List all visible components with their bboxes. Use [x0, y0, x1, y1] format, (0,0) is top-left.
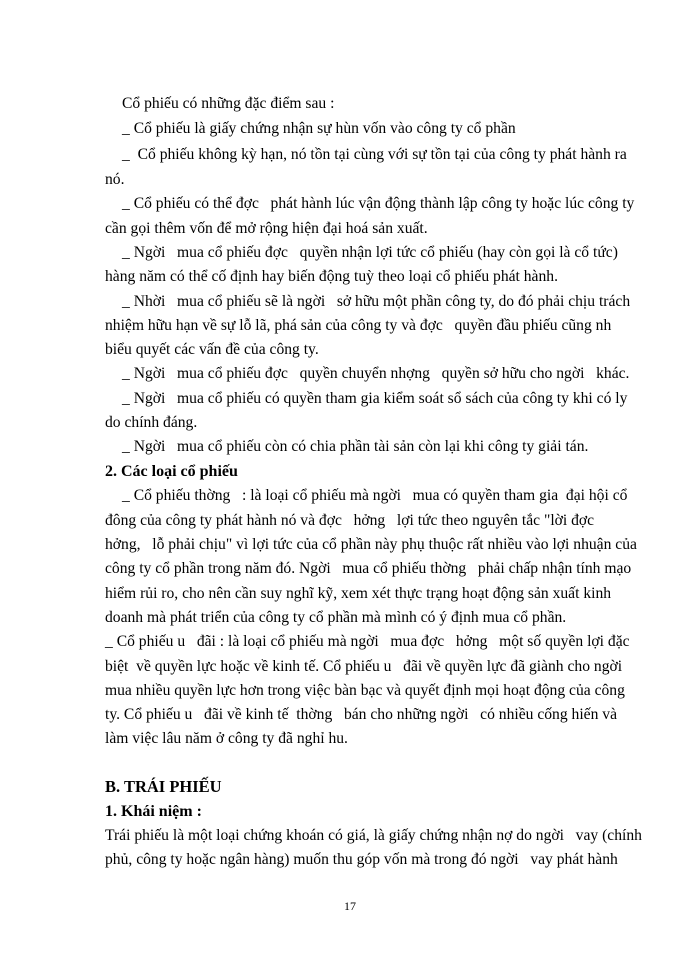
- text-line: hởng, lỗ phải chịu" vì lợi tức của cổ phần này phụ thuộc rất nhiều vào lợi nhuận của: [105, 536, 637, 553]
- text-line: biểu quyết các vấn đề của công ty.: [105, 341, 319, 358]
- text-line: hàng năm có thể cố định hay biến động tuỳ theo loại cổ phiếu phát hành.: [105, 268, 558, 285]
- intro-line: Cổ phiếu có những đặc điểm sau :: [122, 95, 335, 112]
- section-heading: 2. Các loại cổ phiếu: [105, 463, 238, 480]
- text-line: nó.: [105, 171, 125, 188]
- text-line: đông của công ty phát hành nó và đợc hởng lợi tức theo nguyên tắc "lời đợc: [105, 512, 595, 529]
- text-line: cần gọi thêm vốn để mở rộng hiện đại hoá sản xuất.: [105, 220, 428, 237]
- chapter-heading: B. TRÁI PHIẾU: [105, 777, 222, 796]
- text-line: _ Ngời mua cổ phiếu có quyền tham gia kiểm soát sổ sách của công ty khi có ly: [122, 390, 628, 407]
- text-line: _ Ngời mua cổ phiếu còn có chia phần tài sản còn lại khi công ty giải tán.: [122, 438, 589, 455]
- text-line: ty. Cổ phiếu u đãi về kinh tế thờng bán cho những ngời có nhiều cống hiến và: [105, 706, 618, 723]
- text-line: _ Cổ phiếu u đãi : là loại cổ phiếu mà ngời mua đợc hởng một số quyền lợi đặc: [105, 633, 630, 650]
- text-line: do chính đáng.: [105, 414, 198, 431]
- text-line: _ Cổ phiếu không kỳ hạn, nó tồn tại cùng với sự tồn tại của công ty phát hành ra: [122, 146, 627, 163]
- text-line: phủ, công ty hoặc ngân hàng) muốn thu góp vốn mà trong đó ngời vay phát hành: [105, 851, 618, 868]
- text-line: _ Cổ phiếu là giấy chứng nhận sự hùn vốn vào công ty cổ phần: [122, 120, 516, 137]
- text-line: _ Nhời mua cổ phiếu sẽ là ngời sở hữu một phần công ty, do đó phải chịu trách: [122, 293, 631, 310]
- section-heading: 1. Khái niệm :: [105, 803, 202, 820]
- text-line: nhiệm hữu hạn về sự lỗ lã, phá sản của công ty và đợc quyền đầu phiếu cũng nh: [105, 317, 612, 334]
- text-line: _ Cổ phiếu thờng : là loại cổ phiếu mà ngời mua có quyền tham gia đại hội cổ: [122, 487, 628, 504]
- text-line: biệt về quyền lực hoặc về kinh tế. Cổ phiếu u đãi về quyền lực đã giành cho ngời: [105, 658, 623, 675]
- text-line: doanh mà phát triển của công ty cổ phần mà mình có ý định mua cổ phần.: [105, 609, 567, 626]
- text-line: công ty cổ phần trong năm đó. Ngời mua cổ phiếu thờng phải chấp nhận tính mạo: [105, 560, 632, 577]
- text-line: _ Ngời mua cổ phiếu đợc quyền nhận lợi tức cổ phiếu (hay còn gọi là cổ tức): [122, 244, 618, 261]
- text-line: _ Cổ phiếu có thể đợc phát hành lúc vận động thành lập công ty hoặc lúc công ty: [122, 195, 635, 212]
- text-line: _ Ngời mua cổ phiếu đợc quyền chuyển nhợng quyền sở hữu cho ngời khác.: [122, 365, 630, 382]
- text-line: mua nhiều quyền lực hơn trong việc bàn bạc và quyết định mọi hoạt động của công: [105, 682, 625, 699]
- text-line: làm việc lâu năm ở công ty đã nghỉ hu.: [105, 730, 348, 747]
- page-number: 17: [344, 899, 356, 913]
- text-line: Trái phiếu là một loại chứng khoán có giá, là giấy chứng nhận nợ do ngời vay (chính: [105, 827, 642, 844]
- text-line: hiểm rủi ro, cho nên cần suy nghĩ kỹ, xem xét thực trạng hoạt động sản xuất kinh: [105, 585, 612, 602]
